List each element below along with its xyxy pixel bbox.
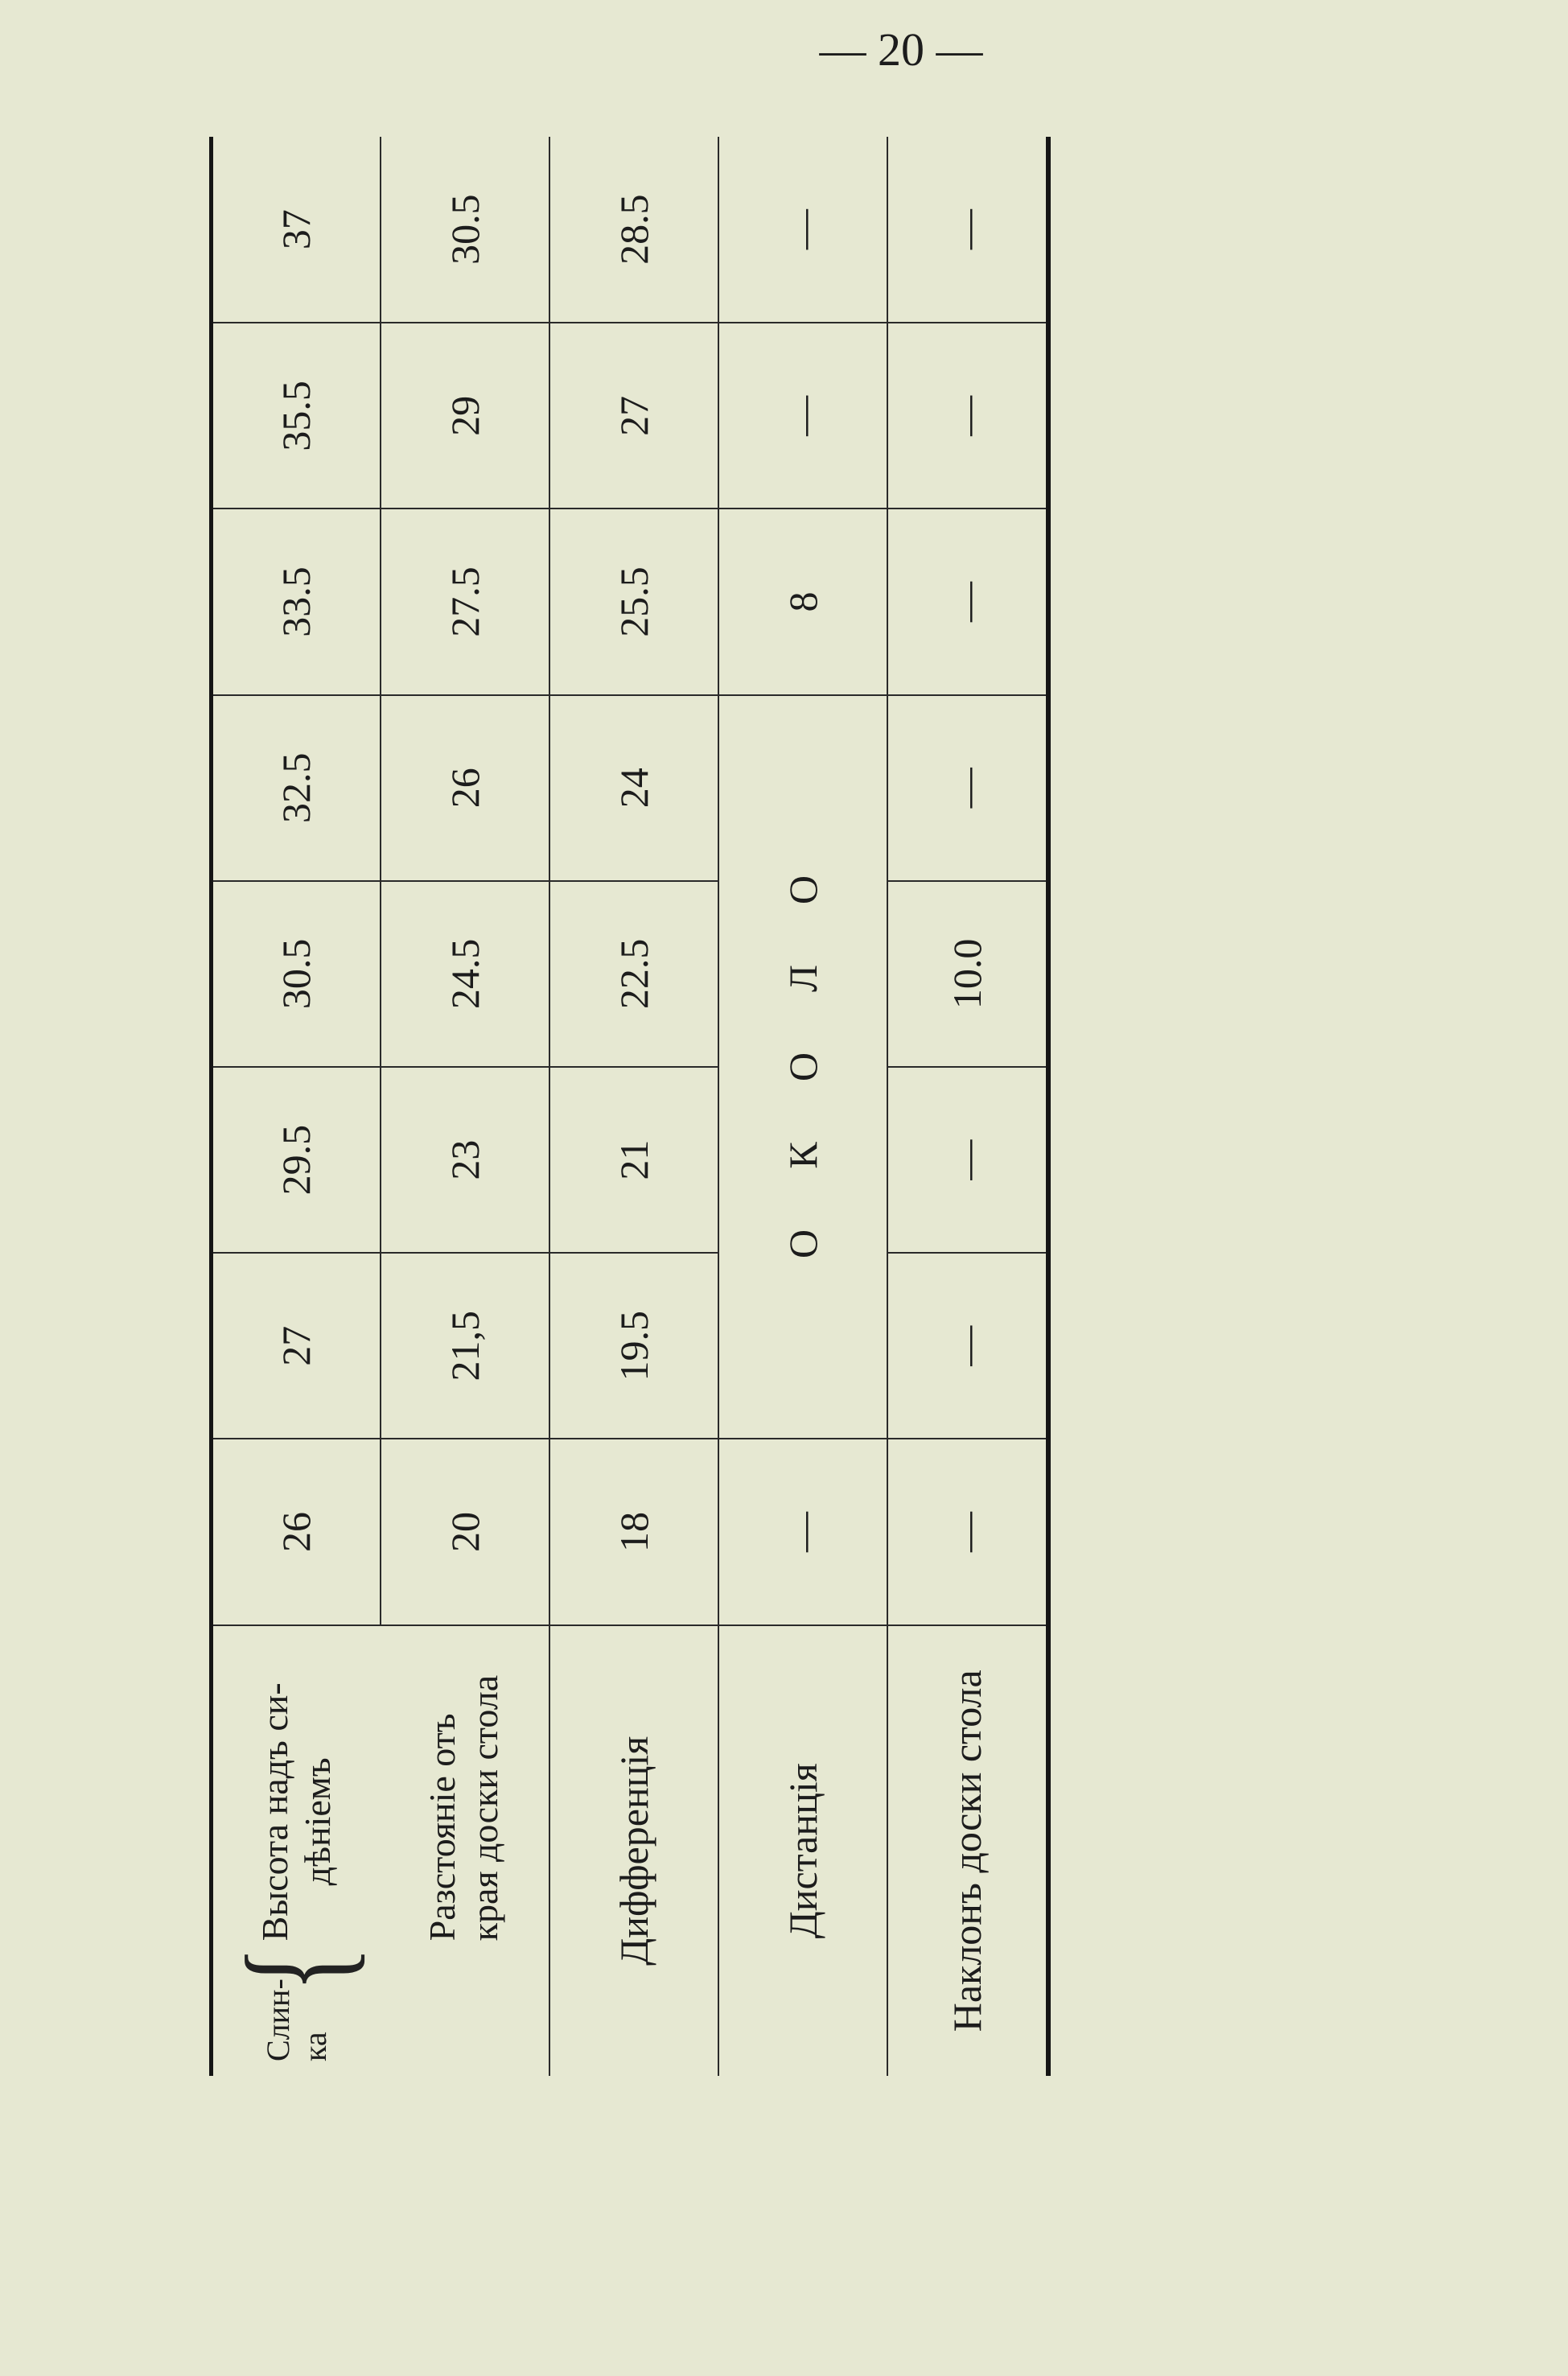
distantsiya-value: 8	[718, 509, 887, 694]
naklon-value: —	[887, 323, 1048, 509]
row-distance-label-cell	[381, 1625, 549, 2076]
page-number: — 20 —	[819, 23, 983, 76]
brace-icon: {	[216, 1946, 377, 1992]
naklon-value: —	[887, 509, 1048, 694]
distantsiya-letter: О	[780, 1229, 825, 1259]
height-value: 32.5	[212, 695, 381, 881]
naklon-value: —	[887, 1067, 1048, 1253]
distance-value: 27.5	[381, 509, 549, 694]
distantsiya-value: —	[718, 323, 887, 509]
distance-value: 30.5	[381, 137, 549, 323]
height-value: 26	[212, 1439, 381, 1624]
height-value: 27	[212, 1253, 381, 1439]
slinka-label: Слин- ка	[259, 1979, 333, 2061]
distantsiya-letter: О	[780, 1052, 825, 1082]
naklon-label: Наклонъ доски стола	[887, 1625, 1048, 2076]
distantsiya-value: —	[718, 137, 887, 323]
table-row-naklon	[887, 137, 1048, 2076]
table-row-distance	[381, 137, 549, 2076]
distantsiya-okolo	[718, 695, 887, 1439]
differentsiya-value: 22.5	[549, 881, 718, 1067]
height-value: 33.5	[212, 509, 381, 694]
naklon-value: —	[887, 1253, 1048, 1439]
differentsiya-value: 24	[549, 695, 718, 881]
differentsiya-value: 18	[549, 1439, 718, 1624]
naklon-value: —	[887, 137, 1048, 323]
naklon-value: —	[887, 1439, 1048, 1624]
distance-value: 29	[381, 323, 549, 509]
table-row-slinka	[212, 137, 381, 2076]
row-distance-label: Разстояніе отъ края доски стола	[422, 1674, 505, 1942]
distance-value: 24.5	[381, 881, 549, 1067]
differentsiya-value: 28.5	[549, 137, 718, 323]
distantsiya-label: Дистанція	[718, 1625, 887, 2076]
distantsiya-letter: К	[780, 1142, 825, 1169]
height-value: 35.5	[212, 323, 381, 509]
distantsiya-value: —	[718, 1439, 887, 1624]
differentsiya-value: 27	[549, 323, 718, 509]
slinka-header-cell	[212, 1625, 381, 2076]
data-table-rotated	[209, 137, 1046, 2076]
distantsiya-letter: Л	[780, 965, 825, 992]
differentsiya-value: 21	[549, 1067, 718, 1253]
distance-value: 20	[381, 1439, 549, 1624]
distance-value: 21,5	[381, 1253, 549, 1439]
table-row-distantsiya	[718, 137, 887, 2076]
height-value: 30.5	[212, 881, 381, 1067]
naklon-value: 10.0	[887, 881, 1048, 1067]
data-table	[209, 137, 1051, 2076]
differentsiya-value: 25.5	[549, 509, 718, 694]
differentsiya-label: Дифференція	[549, 1625, 718, 2076]
differentsiya-value: 19.5	[549, 1253, 718, 1439]
height-value: 37	[212, 137, 381, 323]
table-row-differentsiya	[549, 137, 718, 2076]
height-value: 29.5	[212, 1067, 381, 1253]
distantsiya-letter: О	[780, 875, 825, 905]
row-height-label: Высота надъ си- дѣніемъ	[253, 1682, 338, 1942]
naklon-value: —	[887, 695, 1048, 881]
distance-value: 26	[381, 695, 549, 881]
distance-value: 23	[381, 1067, 549, 1253]
